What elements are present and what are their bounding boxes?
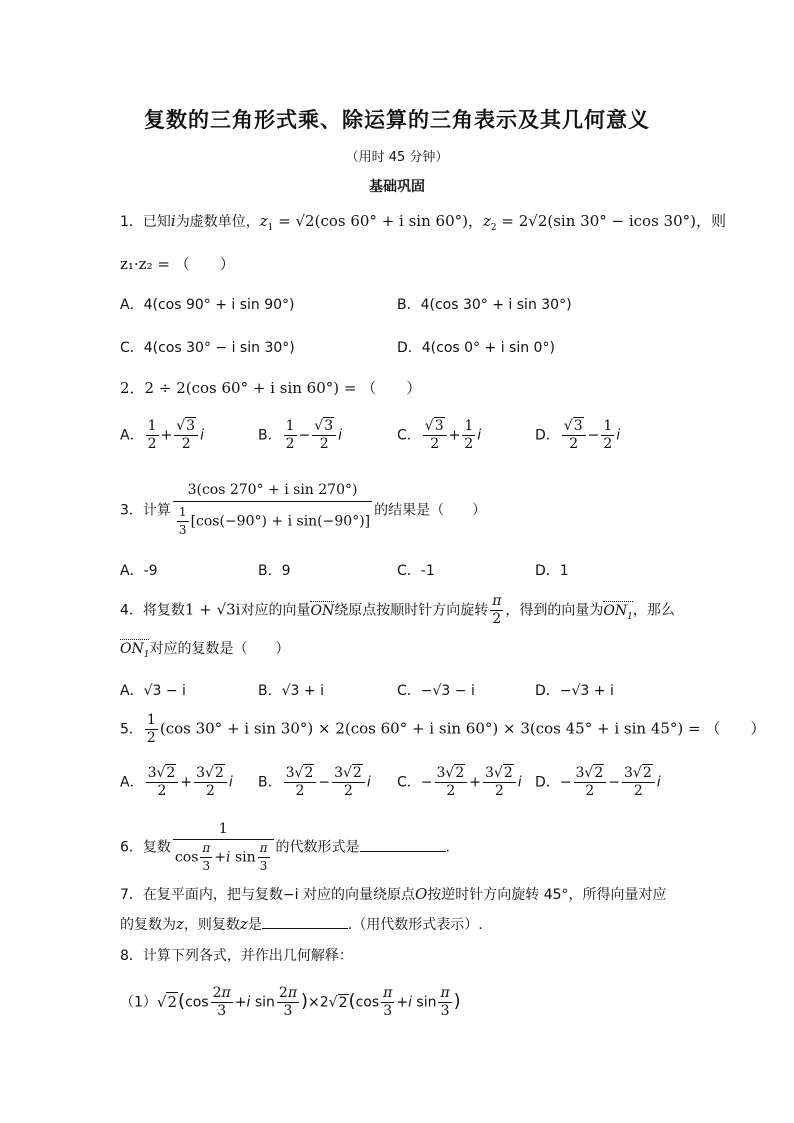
q3-option-d[interactable]: D．1: [535, 563, 569, 579]
q4-option-a[interactable]: A．√3 − i: [120, 683, 186, 699]
question-3-stem: 3．计算 3(cos 270° + i sin 270°) $\frac{1}{3}$ [cos(−90°) + i sin(−90°)] 的结果是（ ）: [120, 482, 487, 537]
q1-option-a[interactable]: A．4(cos 90° + i sin 90°): [120, 297, 295, 313]
question-7-line1: 7．在复平面内，把与复数−i 对应的向量绕原点O按逆时针方向旋转 45°，所得向量对应: [120, 885, 667, 903]
q7-answer-blank[interactable]: [262, 914, 348, 929]
question-8-part-1: （1）√2(cos $\frac{2\pi}{3}$ +i sin $\frac{2\pi}{3}$ )×2√2(cos $\frac{\pi}{3}$ +i sin $\frac{\pi}{3}$ ): [120, 985, 461, 1019]
q5-option-d[interactable]: D．− $\frac{3√2}{2}$ − $\frac{3√2}{2}$ i: [535, 765, 661, 799]
question-1-product: z₁·z₂ = （ ）: [120, 255, 235, 273]
page-title: 复数的三角形式乘、除运算的三角表示及其几何意义: [144, 107, 650, 132]
time-note: （用时 45 分钟）: [345, 150, 449, 165]
vector-on: ON: [310, 602, 335, 619]
q5-option-b[interactable]: B． $\frac{3√2}{2}$ − $\frac{3√2}{2}$ i: [258, 765, 371, 799]
question-2-stem: 2．2 ÷ 2(cos 60° + i sin 60°) = （ ）: [120, 379, 422, 397]
q2-option-c[interactable]: C． $\frac{√3}{2}$ + $\frac{1}{2}$ i: [397, 418, 482, 452]
q1-option-c[interactable]: C．4(cos 30° − i sin 30°): [120, 340, 295, 356]
vector-on1-ref: $ON_1$: [120, 641, 150, 660]
q3-option-a[interactable]: A．-9: [120, 563, 158, 579]
q2-option-d[interactable]: D． $\frac{√3}{2}$ − $\frac{1}{2}$ i: [535, 418, 621, 452]
question-4-stem-line1: 4．将复数1 + √3i对应的向量ON绕原点按顺时针方向旋转 $\frac{\pi}{2}$ ，得到的向量为$ON_1$，那么: [120, 593, 675, 627]
q3-option-b[interactable]: B．9: [258, 563, 291, 579]
vector-on1: $ON_1$: [603, 602, 633, 622]
question-1-stem: 1．已知i为虚数单位，$z_1 = √2(\cos$ 60° + i sin 60°)，$z_2 = 2√2(\sin$ 30° − icos 30°)，则: [120, 212, 726, 233]
q2-option-a[interactable]: A． $\frac{1}{2}$ + $\frac{√3}{2}$ i: [120, 418, 204, 452]
q2-option-b[interactable]: B． $\frac{1}{2}$ − $\frac{√3}{2}$ i: [258, 418, 342, 452]
question-7-line2: 的复数为z，则复数z是 .（用代数形式表示）.: [120, 915, 483, 933]
q1-option-d[interactable]: D．4(cos 0° + i sin 0°): [397, 340, 555, 356]
q1-option-b[interactable]: B．4(cos 30° + i sin 30°): [397, 297, 572, 313]
question-4-stem-line2: $ON_1$对应的复数是（ ）: [120, 641, 290, 660]
section-heading: 基础巩固: [369, 179, 425, 195]
question-6-stem: 6．复数 1 cos $\frac{\pi}{3}$ +i sin $\frac{\pi}{3}$ 的代数形式是 .: [120, 821, 450, 873]
q3-option-c[interactable]: C．-1: [397, 563, 435, 579]
question-8-stem: 8．计算下列各式，并作出几何解释：: [120, 948, 353, 964]
q6-answer-blank[interactable]: [360, 837, 446, 852]
q4-option-c[interactable]: C．−√3 − i: [397, 683, 475, 699]
q5-option-a[interactable]: A． $\frac{3√2}{2}$ + $\frac{3√2}{2}$ i: [120, 765, 233, 799]
q5-option-c[interactable]: C．− $\frac{3√2}{2}$ + $\frac{3√2}{2}$ i: [397, 765, 522, 799]
q4-option-b[interactable]: B．√3 + i: [258, 683, 324, 699]
q4-option-d[interactable]: D．−√3 + i: [535, 683, 614, 699]
question-5-stem: 5． $\frac{1}{2}$ (cos 30° + i sin 30°) × 2(cos 60° + i sin 60°) × 3(cos 45° + i sin 45°) = （ ）: [120, 712, 766, 746]
